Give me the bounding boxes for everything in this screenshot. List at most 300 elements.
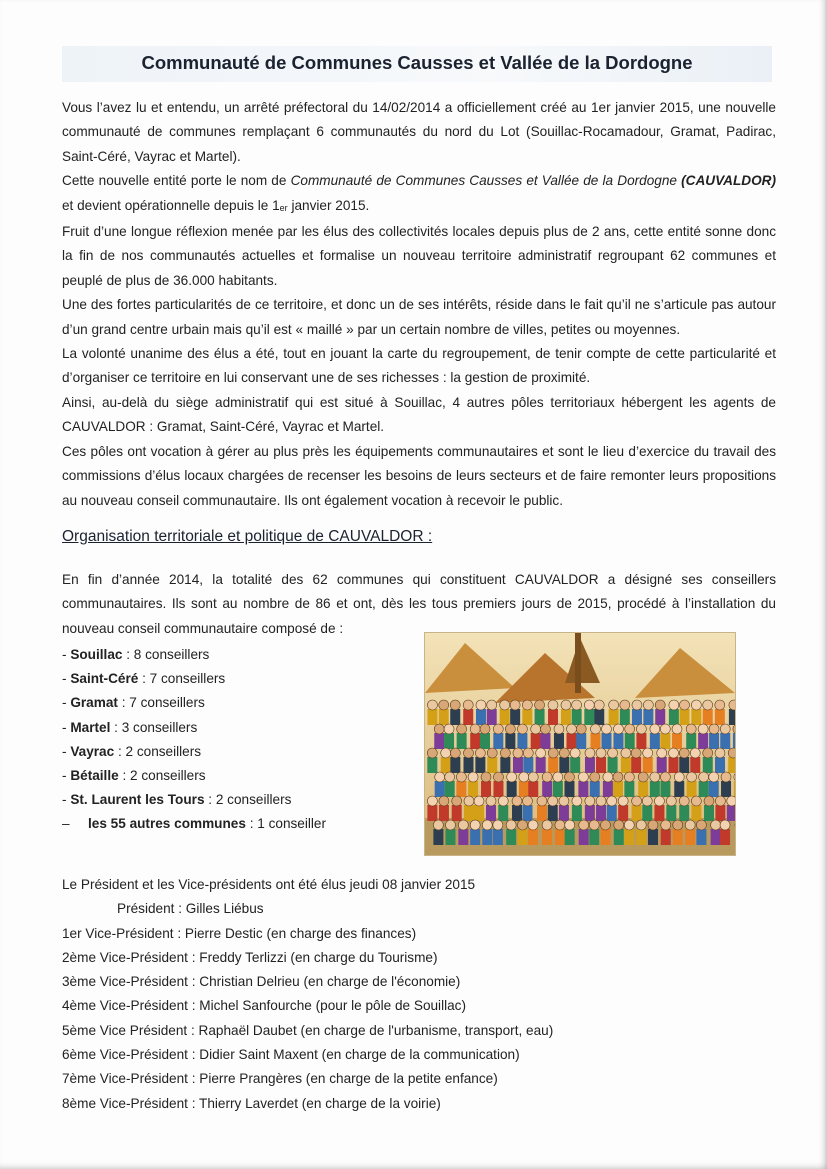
- crowd-figure-body: [474, 805, 484, 821]
- crowd-figure-head: [699, 772, 709, 782]
- crowd-figure-body: [450, 757, 460, 773]
- crowd-figure-body: [517, 733, 527, 749]
- crowd-figure-body: [542, 829, 552, 845]
- crowd-figure-body: [734, 781, 735, 797]
- crowd-figure-body: [542, 781, 552, 797]
- crowd-figure-head: [632, 700, 642, 710]
- list-bullet: –: [62, 816, 70, 832]
- crowd-figure-head: [523, 796, 533, 806]
- crowd-figure-body: [601, 733, 611, 749]
- crowd-figure-body: [669, 709, 679, 725]
- crowd-figure-body: [698, 733, 708, 749]
- crowd-figure-body: [475, 757, 485, 773]
- list-bullet: -: [62, 792, 71, 808]
- paragraph-7: Ces pôles ont vocation à gérer au plus près les équipements communautaires et sont le lieu d’exercice du travail des commissions d’élus locaux chargées de recenser les besoins de leurs secteurs et de faire remonter leurs propositions au nouveau conseil communautaire. Ils ont également vocation à recevoir le public.: [62, 443, 776, 508]
- councillor-count: : 8 conseillers: [122, 647, 210, 662]
- crowd-figure-body: [512, 805, 522, 821]
- crowd-figure-body: [427, 709, 437, 725]
- crowd-figure-head: [715, 796, 725, 806]
- crowd-figure-head: [500, 700, 510, 710]
- list-item: [62, 643, 326, 667]
- crowd-figure-head: [458, 820, 468, 830]
- crowd-figure-body: [559, 805, 569, 821]
- crowd-figure-body: [620, 709, 630, 725]
- crowd-figure-body: [709, 733, 719, 749]
- crowd-figure-head: [666, 796, 676, 806]
- crowd-figure-body: [715, 709, 725, 725]
- crowd-figure-body: [720, 829, 730, 845]
- crowd-figure-body: [584, 709, 594, 725]
- crowd-figure-head: [720, 820, 730, 830]
- crowd-figure-head: [703, 700, 713, 710]
- crowd-figure-body: [445, 829, 455, 845]
- crowd-figure-body: [444, 733, 454, 749]
- crowd-figure-head: [660, 724, 670, 734]
- list-item: [62, 716, 326, 740]
- crowd-figure-body: [603, 781, 613, 797]
- crowd-figure-body: [686, 733, 696, 749]
- crowd-figure-body: [507, 781, 517, 797]
- crowd-figure-head: [537, 796, 547, 806]
- crowd-figure-head: [427, 700, 437, 710]
- crowd-figure-body: [657, 757, 667, 773]
- crowd-figure-body: [427, 757, 437, 773]
- crowd-figure-head: [674, 772, 684, 782]
- crowd-figure-body: [487, 757, 497, 773]
- list-item: [62, 667, 326, 691]
- crowd-figure-head: [441, 748, 451, 758]
- crowd-figure-head: [559, 748, 569, 758]
- crowd-figure-head: [608, 748, 618, 758]
- vice-president-8: 8ème Vice-Président : Thierry Laverdet (en charge de la voirie): [62, 1095, 441, 1111]
- crowd-figure-head: [685, 820, 695, 830]
- crowd-figure-head: [519, 772, 529, 782]
- crowd-figure-head: [463, 700, 473, 710]
- crowd-figure-body: [464, 805, 474, 821]
- crowd-figure-head: [669, 700, 679, 710]
- crowd-figure-body: [720, 733, 730, 749]
- crowd-figure-body: [685, 829, 695, 845]
- crowd-figure-head: [585, 796, 595, 806]
- crowd-figure-body: [727, 805, 735, 821]
- vice-president-5: 5ème Vice Président : Raphaël Daubet (en charge de l'urbanisme, transport, eau): [62, 1022, 554, 1038]
- crowd-figure-head: [668, 748, 678, 758]
- crowd-figure-head: [715, 748, 725, 758]
- crowd-figure-head: [445, 772, 455, 782]
- crowd-figure-body: [540, 733, 550, 749]
- crowd-figure-head: [650, 772, 660, 782]
- crowd-figure-body: [487, 709, 497, 725]
- crowd-figure-head: [536, 748, 546, 758]
- crowd-figure-body: [480, 733, 490, 749]
- crowd-figure-body: [728, 757, 735, 773]
- crowd-figure-head: [555, 820, 565, 830]
- crowd-figure-body: [660, 733, 670, 749]
- crowd-figure-head: [632, 796, 642, 806]
- crowd-figure-body: [679, 805, 689, 821]
- crowd-figure-body: [733, 733, 735, 749]
- crowd-figure-head: [698, 724, 708, 734]
- crowd-figure-body: [715, 757, 725, 773]
- crowd-figure-body: [596, 757, 606, 773]
- crowd-figure-body: [721, 781, 731, 797]
- crowd-figure-head: [439, 700, 449, 710]
- crowd-figure-body: [631, 757, 641, 773]
- crowd-figure-head: [624, 820, 634, 830]
- crowd-figure-head: [709, 772, 719, 782]
- crowd-figure-body: [470, 829, 480, 845]
- crowd-figure-body: [578, 781, 588, 797]
- crowd-figure-body: [441, 757, 451, 773]
- crowd-figure-head: [691, 796, 701, 806]
- vice-president-7: 7ème Vice-Président : Pierre Prangères (en charge de la petite enfance): [62, 1071, 498, 1087]
- vice-president-4: 4ème Vice-Président : Michel Sanfourche (pour le pôle de Souillac): [62, 998, 467, 1014]
- crowd-figure-head: [487, 700, 497, 710]
- paragraph-2-sub: er: [279, 202, 288, 213]
- crowd-figure-body: [601, 829, 611, 845]
- list-bullet: -: [62, 671, 71, 687]
- commune-name: les 55 autres communes: [88, 816, 246, 832]
- paragraph-2-italic: Communauté de Communes Causses et Vallée de la Dordogne: [290, 173, 677, 189]
- crowd-figure-body: [481, 781, 491, 797]
- crowd-figure-head: [638, 772, 648, 782]
- crowd-figure-body: [613, 733, 623, 749]
- crowd-figure-body: [555, 829, 565, 845]
- crowd-figure-body: [548, 805, 558, 821]
- commune-name: Saint-Céré: [70, 671, 139, 687]
- list-bullet: -: [62, 768, 71, 784]
- crowd-figure-head: [540, 724, 550, 734]
- crowd-figure-head: [643, 748, 653, 758]
- crowd-figure-head: [601, 820, 611, 830]
- crowd-figure-body: [632, 709, 642, 725]
- crowd-figure-body: [703, 757, 713, 773]
- list-bullet: -: [62, 719, 71, 735]
- crowd-figure-head: [585, 748, 595, 758]
- crowd-figure-head: [470, 724, 480, 734]
- councillor-count: : 2 conseillers: [114, 743, 202, 759]
- crowd-figure-head: [613, 772, 623, 782]
- crowd-figure-head: [704, 796, 714, 806]
- crowd-figure-body: [679, 757, 689, 773]
- crowd-figure-body: [596, 805, 606, 821]
- crowd-figure-body: [691, 709, 701, 725]
- crowd-figure-head: [621, 748, 631, 758]
- paragraph-4: Une des fortes particularités de ce territoire, et donc un de ses intérêts, réside dans le fait qu’il ne s’articule pas autour d’un grand centre urbain mais qu’il est « maillé » par un certain nombre de villes, petites ou moyennes.: [62, 297, 776, 337]
- crowd-figure-head: [474, 796, 484, 806]
- crowd-figure-body: [661, 829, 671, 845]
- councillor-count: : 7 conseillers: [138, 671, 226, 687]
- crowd-figure-body: [643, 709, 653, 725]
- crowd-figure-head: [564, 772, 574, 782]
- crowd-figure-head: [614, 820, 624, 830]
- crowd-figure-body: [590, 733, 600, 749]
- list-bullet: -: [62, 695, 71, 711]
- crowd-figure-body: [528, 829, 538, 845]
- vice-president-2: 2ème Vice-Président : Freddy Terlizzi (en charge du Tourisme): [62, 949, 438, 965]
- crowd-figure-head: [643, 700, 653, 710]
- commune-name: Gramat: [70, 695, 118, 711]
- crowd-figure-body: [715, 805, 725, 821]
- crowd-figure-body: [668, 757, 678, 773]
- crowd-figure-body: [486, 805, 496, 821]
- crowd-figure-head: [452, 796, 462, 806]
- crowd-figure-head: [594, 700, 604, 710]
- crowd-figure-head: [468, 772, 478, 782]
- crowd-figure-body: [445, 781, 455, 797]
- crowd-figure-head: [696, 820, 706, 830]
- crowd-figure-head: [673, 820, 683, 830]
- crowd-figure-head: [690, 748, 700, 758]
- crowd-figure-head: [505, 724, 515, 734]
- commune-name: Vayrac: [70, 743, 115, 759]
- crowd-figure-body: [510, 709, 520, 725]
- crowd-figure-head: [535, 700, 545, 710]
- crowd-figure-body: [523, 805, 533, 821]
- crowd-figure-body: [655, 709, 665, 725]
- crowd-figure-body: [654, 805, 664, 821]
- crowd-figure-body: [535, 709, 545, 725]
- crowd-figure-body: [660, 781, 670, 797]
- crowd-figure-body: [493, 829, 503, 845]
- crowd-figure-body: [548, 757, 558, 773]
- crowd-figure-head: [679, 748, 689, 758]
- crowd-figure-body: [636, 829, 646, 845]
- crowd-figure-head: [513, 748, 523, 758]
- crowd-figure-head: [554, 724, 564, 734]
- crowd-figure-body: [456, 781, 466, 797]
- paragraph-2-text-c: janvier 2015.: [287, 197, 370, 213]
- crowd-figure-body: [691, 805, 701, 821]
- paragraph-1: Vous l’avez lu et entendu, un arrêté préfectoral du 14/02/2014 a officiellement créé au 1er janvier 2015, une nouvelle communauté de communes remplaçant 6 communautés du nord du Lot (Souillac-Rocamadour, Gramat, Padirac, Saint-Céré, Vayrac et Martel).: [62, 100, 776, 164]
- crowd-figure-head: [679, 796, 689, 806]
- crowd-figure-body: [673, 829, 683, 845]
- crowd-figure-head: [715, 700, 725, 710]
- crowd-figure-head: [439, 796, 449, 806]
- council-list: [62, 643, 326, 837]
- crowd-figure-head: [450, 748, 460, 758]
- crowd-figure-head: [493, 820, 503, 830]
- crowd-figure-head: [687, 772, 697, 782]
- crowd-figure-body: [517, 829, 527, 845]
- crowd-figure-body: [450, 709, 460, 725]
- crowd-figure-body: [674, 781, 684, 797]
- crowd-figure-head: [450, 700, 460, 710]
- crowd-figure-body: [570, 757, 580, 773]
- crowd-figure-body: [434, 733, 444, 749]
- officers-list: [62, 873, 553, 1116]
- crowd-figure-head: [578, 772, 588, 782]
- crowd-figure-body: [636, 733, 646, 749]
- crowd-figure-body: [522, 709, 532, 725]
- list-item: [62, 740, 326, 764]
- crowd-figure-head: [470, 820, 480, 830]
- commune-name: St. Laurent les Tours: [70, 792, 205, 808]
- crowd-figure-body: [607, 805, 617, 821]
- crowd-figure-head: [486, 796, 496, 806]
- crowd-figure-head: [572, 700, 582, 710]
- crowd-figure-head: [589, 820, 599, 830]
- crowd-figure-head: [433, 820, 443, 830]
- crowd-figure-head: [590, 724, 600, 734]
- crowd-figure-head: [625, 724, 635, 734]
- list-item: [62, 764, 326, 788]
- list-item: [62, 788, 326, 812]
- paragraph-6: Ainsi, au-delà du siège administratif qui est situé à Souillac, 4 autres pôles territoriaux hébergent les agents de CAUVALDOR : Gramat, Saint-Céré, Vayrac et Martel.: [62, 394, 776, 435]
- crowd-figure-head: [493, 724, 503, 734]
- crowd-figure-head: [463, 748, 473, 758]
- crowd-figure-body: [500, 709, 510, 725]
- crowd-figure-head: [522, 700, 532, 710]
- councillor-count: : 2 conseillers: [204, 792, 292, 808]
- crowd-figure-body: [711, 829, 721, 845]
- list-item: [62, 812, 326, 836]
- crowd-figure-head: [531, 724, 541, 734]
- crowd-figure-body: [632, 805, 642, 821]
- crowd-figure-body: [564, 781, 574, 797]
- crowd-figure-head: [570, 748, 580, 758]
- crowd-figure-body: [427, 805, 437, 821]
- crowd-figure-head: [542, 820, 552, 830]
- crowd-figure-body: [608, 757, 618, 773]
- councillor-count: : 1 conseiller: [245, 816, 327, 832]
- crowd-figure-head: [548, 796, 558, 806]
- crowd-figure-body: [433, 829, 443, 845]
- crowd-figure-head: [457, 724, 467, 734]
- crowd-figure-head: [566, 724, 576, 734]
- crowd-figure-head: [434, 724, 444, 734]
- crowd-figure-head: [512, 796, 522, 806]
- crowd-figure-body: [594, 709, 604, 725]
- crowd-figure-head: [636, 820, 646, 830]
- crowd-figure-body: [576, 733, 586, 749]
- crowd-figure-body: [531, 733, 541, 749]
- crowd-figure-head: [709, 724, 719, 734]
- crowd-figure-body: [703, 709, 713, 725]
- crowd-figure-head: [548, 748, 558, 758]
- crowd-figure-body: [704, 805, 714, 821]
- crowd-figure-body: [439, 805, 449, 821]
- crowd-figure-body: [579, 829, 589, 845]
- crowd-figure-head: [618, 796, 628, 806]
- crowd-figure-head: [482, 820, 492, 830]
- crowd-figure-body: [585, 805, 595, 821]
- crowd-figure-body: [519, 781, 529, 797]
- crowd-figure-head: [584, 700, 594, 710]
- crowd-figure-head: [655, 700, 665, 710]
- crowd-figure-head: [590, 772, 600, 782]
- crowd-figure-body: [679, 709, 689, 725]
- crowd-figure-body: [624, 781, 634, 797]
- crowd-figure-head: [480, 724, 490, 734]
- crowd-figure-head: [510, 700, 520, 710]
- paragraph-2-num: 1: [272, 197, 280, 213]
- crowd-figure-head: [517, 820, 527, 830]
- crowd-figure-body: [463, 709, 473, 725]
- crowd-figure-head: [528, 820, 538, 830]
- crowd-figure-head: [528, 772, 538, 782]
- crowd-figure-body: [699, 781, 709, 797]
- crowd-figure-head: [596, 796, 606, 806]
- crowd-figure-body: [609, 709, 619, 725]
- crowd-figure-body: [624, 829, 634, 845]
- crowd-figure-body: [638, 781, 648, 797]
- crowd-figure-head: [476, 700, 486, 710]
- crowd-figure-body: [709, 781, 719, 797]
- commune-name: Souillac: [70, 647, 123, 662]
- councillor-count: : 7 conseillers: [117, 695, 205, 711]
- crowd-figure-body: [561, 709, 571, 725]
- crowd-figure-body: [614, 829, 624, 845]
- crowd-figure-body: [458, 829, 468, 845]
- vice-president-3: 3ème Vice-Président : Christian Delrieu (en charge de l'économie): [62, 974, 461, 990]
- crowd-figure-head: [456, 772, 466, 782]
- crowd-figure-body: [500, 757, 510, 773]
- crowd-figure-head: [703, 748, 713, 758]
- crowd-figure-body: [590, 781, 600, 797]
- crowd-figure-body: [493, 781, 503, 797]
- crowd-figure-head: [542, 772, 552, 782]
- crowd-figure-head: [686, 724, 696, 734]
- crowd-figure-body: [690, 757, 700, 773]
- crowd-figure-head: [487, 748, 497, 758]
- crowd-figure-head: [553, 772, 563, 782]
- crowd-figure-head: [613, 724, 623, 734]
- election-line: Le Président et les Vice-présidents ont été élus jeudi 08 janvier 2015: [62, 877, 476, 892]
- crowd-figure-head: [517, 724, 527, 734]
- crowd-figure-head: [609, 700, 619, 710]
- crowd-figure-body: [498, 805, 508, 821]
- crowd-figure-head: [672, 724, 682, 734]
- crowd-figure-head: [464, 796, 474, 806]
- crowd-figure-head: [523, 748, 533, 758]
- crowd-figure-head: [711, 820, 721, 830]
- crowd-figure-body: [613, 781, 623, 797]
- crowd-figure-body: [536, 757, 546, 773]
- crowd-figure-head: [691, 700, 701, 710]
- crowd-figure-head: [475, 748, 485, 758]
- crowd-figure-head: [498, 796, 508, 806]
- crowd-figure-head: [576, 724, 586, 734]
- crowd-figure-head: [657, 748, 667, 758]
- paragraph-5: La volonté unanime des élus a été, tout en jouant la carte du regroupement, de tenir compte de cette particularité et d’organiser ce territoire en lui conservant une de ses richesses : la gestion de proximité.: [62, 346, 776, 386]
- councillor-count: : 3 conseillers: [110, 719, 198, 735]
- crowd-figure-body: [566, 733, 576, 749]
- crowd-figure-body: [439, 709, 449, 725]
- crowd-figure-head: [548, 700, 558, 710]
- organisation-paragraph: En fin d’année 2014, la totalité des 62 communes qui constituent CAUVALDOR a désigné ses conseillers communautaires. Ils sont au nombre de 86 et ont, dès les tous premiers jours de 2015, procédé à l’installation du nouveau conseil communautaire composé de :: [62, 572, 776, 636]
- crowd-figure-body: [621, 757, 631, 773]
- crowd-figure-body: [650, 781, 660, 797]
- crowd-figure-body: [548, 709, 558, 725]
- paragraph-2-acronym: (CAUVALDOR): [681, 173, 777, 189]
- crowd-figure-head: [620, 700, 630, 710]
- vice-president-1: 1er Vice-Président : Pierre Destic (en charge des finances): [62, 925, 417, 941]
- crowd-figure-body: [513, 757, 523, 773]
- page-title: Communauté de Communes Causses et Vallée de la Dordogne: [141, 52, 693, 73]
- crowd-figure-body: [687, 781, 697, 797]
- crowd-figure-head: [427, 748, 437, 758]
- crowd-figure-body: [476, 709, 486, 725]
- crowd-figure-head: [579, 820, 589, 830]
- crowd-figure-body: [470, 733, 480, 749]
- crowd-figure-body: [572, 805, 582, 821]
- section-heading: Organisation territoriale et politique de CAUVALDOR :: [62, 528, 433, 545]
- crowd-figure-head: [636, 724, 646, 734]
- crowd-figure-body: [537, 805, 547, 821]
- vice-president-6: 6ème Vice-Président : Didier Saint Maxent (en charge de la communication): [62, 1047, 520, 1063]
- crowd-figure-body: [625, 733, 635, 749]
